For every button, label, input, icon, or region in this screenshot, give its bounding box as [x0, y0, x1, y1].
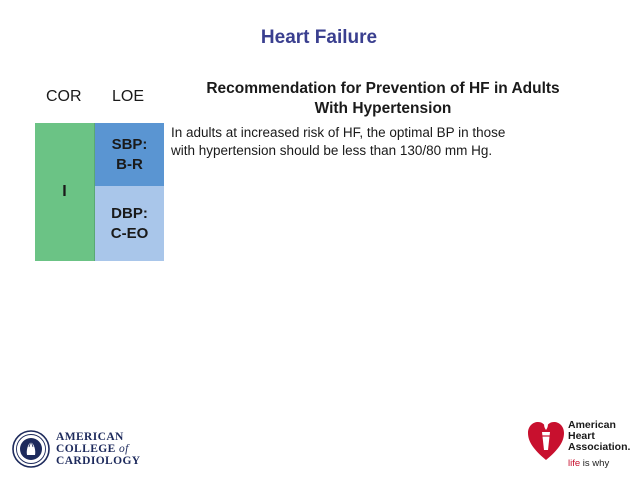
acc-logo	[12, 428, 142, 470]
acc-wordmark	[56, 431, 141, 467]
recommendation-text	[171, 124, 591, 160]
aha-line2: Heart	[568, 430, 595, 442]
acc-line3: CARDIOLOGY	[56, 455, 141, 467]
aha-line1: American	[568, 419, 616, 431]
recommendation-heading-line1: Recommendation for Prevention of HF in Adults	[206, 80, 560, 97]
loe-header: LOE	[112, 88, 145, 105]
recommendation-text-line2: with hypertension should be less than 130/80 mm Hg.	[171, 143, 493, 158]
loe-sbp-label: SBP:	[111, 135, 148, 153]
cor-value-cell	[35, 123, 95, 261]
slide-title: Heart Failure	[260, 27, 378, 48]
aha-tag-rest: is why	[580, 458, 610, 469]
recommendation-heading-line2: With Hypertension	[314, 100, 452, 117]
acc-line2-a: COLLEGE	[56, 443, 116, 455]
loe-dbp-value: C-EO	[110, 224, 149, 242]
acc-seal-icon	[12, 430, 50, 468]
loe-sbp-cell	[95, 123, 164, 186]
aha-heart-torch-icon	[526, 416, 566, 464]
aha-tagline	[568, 458, 609, 469]
acc-line1: AMERICAN	[56, 431, 124, 443]
recommendation-text-line1: In adults at increased risk of HF, the optimal BP in those	[171, 125, 506, 140]
aha-tag-life: life	[568, 458, 581, 469]
recommendation-heading	[172, 79, 594, 119]
aha-logo	[526, 414, 631, 474]
cor-value: I	[62, 183, 67, 200]
loe-dbp-cell	[95, 186, 164, 261]
cor-header: COR	[46, 88, 82, 105]
acc-line2-b: of	[118, 443, 129, 455]
loe-dbp-label: DBP:	[111, 204, 148, 222]
aha-wordmark	[568, 420, 630, 453]
acc-line2	[56, 443, 141, 455]
loe-sbp-value: B-R	[116, 155, 143, 173]
aha-line3: Association.	[568, 441, 631, 453]
